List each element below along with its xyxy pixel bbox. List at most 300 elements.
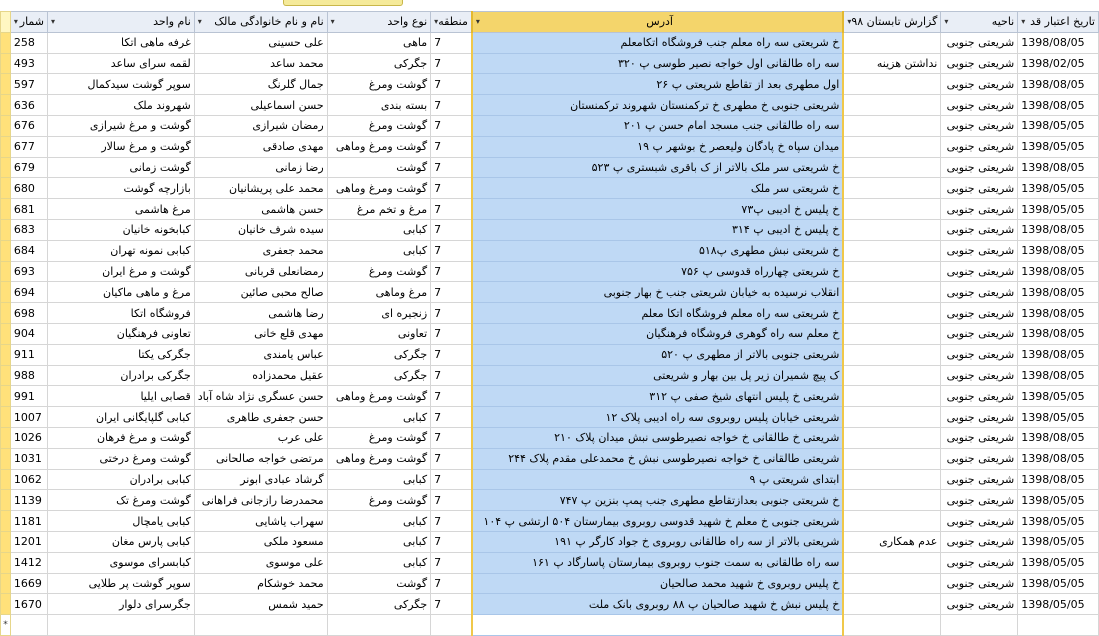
cell-valid-date[interactable]: 1398/08/05: [1018, 240, 1099, 261]
cell-owner[interactable]: مسعود ملکی: [194, 531, 327, 552]
cell-unit-type[interactable]: گوشت: [327, 157, 431, 178]
cell-address[interactable]: شریعتی خ پلیس انتهای شیخ صفی پ ۳۱۲: [472, 386, 843, 407]
new-cell-report[interactable]: [843, 615, 940, 636]
cell-unit-type[interactable]: گوشت ومرغ: [327, 490, 431, 511]
table-row[interactable]: [1, 136, 1099, 157]
cell-region[interactable]: 7: [431, 240, 472, 261]
table-row[interactable]: [1, 365, 1099, 386]
dropdown-arrow-icon[interactable]: ▾: [434, 17, 439, 27]
cell-owner[interactable]: صالح محبی صائین: [194, 282, 327, 303]
new-cell-unit-name[interactable]: [48, 615, 195, 636]
table-row[interactable]: [1, 199, 1099, 220]
cell-unit-type[interactable]: گوشت ومرغ وماهی: [327, 136, 431, 157]
cell-report[interactable]: نداشتن هزینه: [843, 53, 940, 74]
cell-unit-name[interactable]: کبابی گلپایگانی ایران: [48, 407, 195, 428]
cell-unit-name[interactable]: کبابی برادران: [48, 469, 195, 490]
cell-report[interactable]: [843, 74, 940, 95]
new-cell-number[interactable]: [10, 615, 47, 636]
cell-address[interactable]: خ پلیس خ ادیبی پ ۳۱۴: [472, 219, 843, 240]
cell-unit-name[interactable]: گوشت زمانی: [48, 157, 195, 178]
cell-district[interactable]: شریعتی جنوبی: [941, 199, 1018, 220]
cell-region[interactable]: 7: [431, 511, 472, 532]
filter-icon[interactable]: ▾: [1021, 17, 1026, 27]
row-selector[interactable]: [1, 53, 11, 74]
cell-report[interactable]: [843, 511, 940, 532]
cell-owner[interactable]: حسن جعفری طاهری: [194, 407, 327, 428]
cell-valid-date[interactable]: 1398/08/05: [1018, 282, 1099, 303]
cell-region[interactable]: 7: [431, 469, 472, 490]
row-selector[interactable]: [1, 240, 11, 261]
cell-district[interactable]: شریعتی جنوبی: [941, 95, 1018, 116]
cell-unit-type[interactable]: جگرکی: [327, 365, 431, 386]
cell-address[interactable]: سه راه طالقانی به سمت جنوب روبروی بیمارستان پاسارگاد پ ۱۶۱: [472, 552, 843, 573]
cell-address[interactable]: خ پلیس نبش خ شهید صالحیان پ ۸۸ روبروی بانک ملت: [472, 594, 843, 615]
cell-district[interactable]: شریعتی جنوبی: [941, 469, 1018, 490]
cell-number[interactable]: 681: [10, 199, 47, 220]
row-selector[interactable]: [1, 282, 11, 303]
cell-region[interactable]: 7: [431, 490, 472, 511]
cell-owner[interactable]: سهراب یاشایی: [194, 511, 327, 532]
cell-unit-type[interactable]: مرغ و تخم مرغ: [327, 199, 431, 220]
cell-report[interactable]: [843, 469, 940, 490]
cell-district[interactable]: شریعتی جنوبی: [941, 323, 1018, 344]
cell-unit-name[interactable]: مرغ و ماهی ماکیان: [48, 282, 195, 303]
cell-valid-date[interactable]: 1398/05/05: [1018, 594, 1099, 615]
cell-report[interactable]: [843, 344, 940, 365]
cell-report[interactable]: [843, 261, 940, 282]
cell-owner[interactable]: علی موسوی: [194, 552, 327, 573]
cell-report[interactable]: [843, 136, 940, 157]
cell-report[interactable]: [843, 199, 940, 220]
cell-region[interactable]: 7: [431, 323, 472, 344]
row-selector[interactable]: [1, 219, 11, 240]
cell-address[interactable]: خ شریعتی سر ملک بالاتر از ک باقری شبستری پ ۵۲۳: [472, 157, 843, 178]
cell-number[interactable]: 694: [10, 282, 47, 303]
cell-region[interactable]: 7: [431, 573, 472, 594]
cell-valid-date[interactable]: 1398/05/05: [1018, 115, 1099, 136]
row-selector[interactable]: [1, 365, 11, 386]
cell-unit-type[interactable]: گوشت: [327, 573, 431, 594]
table-row[interactable]: [1, 427, 1099, 448]
cell-address[interactable]: خ شریعتی چهارراه قدوسی پ ۷۵۶: [472, 261, 843, 282]
cell-district[interactable]: شریعتی جنوبی: [941, 115, 1018, 136]
new-record-row[interactable]: [1, 615, 1099, 636]
cell-valid-date[interactable]: 1398/05/05: [1018, 552, 1099, 573]
cell-valid-date[interactable]: 1398/05/05: [1018, 511, 1099, 532]
cell-address[interactable]: خ شریعتی نبش مطهری پ۵۱۸: [472, 240, 843, 261]
dropdown-arrow-icon[interactable]: ▾: [197, 17, 202, 27]
table-row[interactable]: [1, 490, 1099, 511]
row-selector[interactable]: [1, 178, 11, 199]
dropdown-arrow-icon[interactable]: ▾: [475, 17, 480, 27]
col-header-number[interactable]: شمار ▾: [10, 12, 47, 33]
table-row[interactable]: [1, 219, 1099, 240]
cell-valid-date[interactable]: 1398/02/05: [1018, 53, 1099, 74]
table-row[interactable]: [1, 282, 1099, 303]
cell-unit-name[interactable]: جگرکی برادران: [48, 365, 195, 386]
table-row[interactable]: [1, 115, 1099, 136]
col-header-unit-name[interactable]: نام واحد ▾: [48, 12, 195, 33]
cell-region[interactable]: 7: [431, 53, 472, 74]
cell-address[interactable]: خ پلیس خ ادیبی پ۷۳: [472, 199, 843, 220]
col-header-region[interactable]: منطقه ▾: [431, 12, 472, 33]
dropdown-arrow-icon[interactable]: ▾: [944, 17, 949, 27]
cell-unit-type[interactable]: گوشت ومرغ: [327, 74, 431, 95]
cell-report[interactable]: عدم همکاری: [843, 531, 940, 552]
cell-unit-type[interactable]: گوشت ومرغ وماهی: [327, 386, 431, 407]
cell-unit-name[interactable]: گوشت ومرغ درختی: [48, 448, 195, 469]
table-row[interactable]: [1, 323, 1099, 344]
cell-number[interactable]: 258: [10, 32, 47, 53]
cell-district[interactable]: شریعتی جنوبی: [941, 157, 1018, 178]
table-row[interactable]: [1, 573, 1099, 594]
cell-owner[interactable]: علی عرب: [194, 427, 327, 448]
cell-unit-type[interactable]: کبابی: [327, 552, 431, 573]
cell-report[interactable]: [843, 95, 940, 116]
table-row[interactable]: [1, 531, 1099, 552]
cell-address[interactable]: ک پیچ شمیران زیر پل بین بهار و شریعتی: [472, 365, 843, 386]
cell-unit-type[interactable]: جگرکی: [327, 594, 431, 615]
cell-unit-name[interactable]: تعاونی فرهنگیان: [48, 323, 195, 344]
cell-valid-date[interactable]: 1398/08/05: [1018, 427, 1099, 448]
col-header-owner[interactable]: نام و نام خانوادگی مالک ▾: [194, 12, 327, 33]
new-cell-address[interactable]: [472, 615, 843, 636]
row-selector[interactable]: [1, 199, 11, 220]
table-row[interactable]: [1, 469, 1099, 490]
cell-unit-name[interactable]: کبابی پارس مغان: [48, 531, 195, 552]
cell-number[interactable]: 680: [10, 178, 47, 199]
cell-district[interactable]: شریعتی جنوبی: [941, 531, 1018, 552]
cell-number[interactable]: 1026: [10, 427, 47, 448]
row-selector[interactable]: [1, 74, 11, 95]
cell-valid-date[interactable]: 1398/05/05: [1018, 490, 1099, 511]
cell-unit-name[interactable]: کبابسرای موسوی: [48, 552, 195, 573]
cell-unit-name[interactable]: جگرکی یکتا: [48, 344, 195, 365]
cell-report[interactable]: [843, 157, 940, 178]
cell-owner[interactable]: جمال گلرنگ: [194, 74, 327, 95]
cell-unit-name[interactable]: گوشت و مرغ فرهان: [48, 427, 195, 448]
cell-valid-date[interactable]: 1398/08/05: [1018, 74, 1099, 95]
row-selector[interactable]: [1, 136, 11, 157]
cell-unit-name[interactable]: گوشت ومرغ تک: [48, 490, 195, 511]
cell-address[interactable]: سه راه طالقانی جنب مسجد امام حسن پ ۲۰۱: [472, 115, 843, 136]
cell-unit-name[interactable]: مرغ هاشمی: [48, 199, 195, 220]
cell-district[interactable]: شریعتی جنوبی: [941, 240, 1018, 261]
cell-owner[interactable]: حمید شمس: [194, 594, 327, 615]
cell-report[interactable]: [843, 240, 940, 261]
cell-number[interactable]: 1201: [10, 531, 47, 552]
cell-district[interactable]: شریعتی جنوبی: [941, 448, 1018, 469]
cell-owner[interactable]: محمدرضا رازجانی فراهانی: [194, 490, 327, 511]
cell-address[interactable]: خ شریعتی سر ملک: [472, 178, 843, 199]
cell-district[interactable]: شریعتی جنوبی: [941, 74, 1018, 95]
table-row[interactable]: [1, 511, 1099, 532]
cell-valid-date[interactable]: 1398/08/05: [1018, 32, 1099, 53]
cell-report[interactable]: [843, 178, 940, 199]
cell-region[interactable]: 7: [431, 386, 472, 407]
cell-unit-name[interactable]: جگرسرای دلوار: [48, 594, 195, 615]
row-selector[interactable]: [1, 386, 11, 407]
row-selector[interactable]: [1, 594, 11, 615]
cell-unit-type[interactable]: گوشت ومرغ: [327, 427, 431, 448]
cell-number[interactable]: 1031: [10, 448, 47, 469]
cell-address[interactable]: خ معلم سه راه گوهری فروشگاه فرهنگیان: [472, 323, 843, 344]
row-selector[interactable]: [1, 552, 11, 573]
new-cell-valid-date[interactable]: [1018, 615, 1099, 636]
cell-region[interactable]: 7: [431, 32, 472, 53]
cell-report[interactable]: [843, 427, 940, 448]
cell-number[interactable]: 1139: [10, 490, 47, 511]
cell-district[interactable]: شریعتی جنوبی: [941, 136, 1018, 157]
cell-unit-name[interactable]: گوشت و مرغ شیرازی: [48, 115, 195, 136]
cell-report[interactable]: [843, 386, 940, 407]
cell-unit-name[interactable]: سوپر گوشت پر طلایی: [48, 573, 195, 594]
cell-address[interactable]: ابتدای شریعتی پ ۹: [472, 469, 843, 490]
cell-district[interactable]: شریعتی جنوبی: [941, 511, 1018, 532]
cell-unit-type[interactable]: ماهی: [327, 32, 431, 53]
sort-arrow-icon[interactable]: ▾: [13, 17, 18, 27]
table-row[interactable]: [1, 448, 1099, 469]
cell-valid-date[interactable]: 1398/05/05: [1018, 407, 1099, 428]
cell-number[interactable]: 988: [10, 365, 47, 386]
cell-owner[interactable]: عقیل محمدزاده: [194, 365, 327, 386]
cell-owner[interactable]: محمد علی پریشانیان: [194, 178, 327, 199]
cell-owner[interactable]: عباس یامندی: [194, 344, 327, 365]
dropdown-arrow-icon[interactable]: ▾: [330, 17, 335, 27]
cell-region[interactable]: 7: [431, 178, 472, 199]
cell-report[interactable]: [843, 219, 940, 240]
cell-report[interactable]: [843, 594, 940, 615]
cell-owner[interactable]: علی حسینی: [194, 32, 327, 53]
cell-region[interactable]: 7: [431, 157, 472, 178]
cell-unit-type[interactable]: بسته بندی: [327, 95, 431, 116]
cell-report[interactable]: [843, 115, 940, 136]
cell-valid-date[interactable]: 1398/08/05: [1018, 344, 1099, 365]
table-row[interactable]: [1, 261, 1099, 282]
cell-unit-name[interactable]: گوشت و مرغ سالار: [48, 136, 195, 157]
cell-report[interactable]: [843, 407, 940, 428]
cell-number[interactable]: 1181: [10, 511, 47, 532]
cell-owner[interactable]: محمد جعفری: [194, 240, 327, 261]
cell-number[interactable]: 1062: [10, 469, 47, 490]
cell-number[interactable]: 911: [10, 344, 47, 365]
cell-region[interactable]: 7: [431, 448, 472, 469]
row-selector[interactable]: [1, 573, 11, 594]
cell-owner[interactable]: رضا هاشمی: [194, 303, 327, 324]
cell-owner[interactable]: محمد خوشکام: [194, 573, 327, 594]
cell-district[interactable]: شریعتی جنوبی: [941, 594, 1018, 615]
row-selector[interactable]: [1, 448, 11, 469]
row-selector[interactable]: [1, 344, 11, 365]
cell-region[interactable]: 7: [431, 552, 472, 573]
cell-owner[interactable]: حسن عسگری نژاد شاه آباد: [194, 386, 327, 407]
cell-unit-name[interactable]: بازارچه گوشت: [48, 178, 195, 199]
cell-owner[interactable]: گرشاد عبادی ابونر: [194, 469, 327, 490]
cell-unit-type[interactable]: کبابی: [327, 511, 431, 532]
cell-owner[interactable]: رمضان شیرازی: [194, 115, 327, 136]
cell-unit-name[interactable]: فروشگاه اتکا: [48, 303, 195, 324]
cell-address[interactable]: شریعتی طالقانی خ خواجه نصیرطوسی نبش خ محمدعلی مقدم پلاک ۲۴۴: [472, 448, 843, 469]
new-record-marker[interactable]: *: [1, 615, 11, 636]
cell-region[interactable]: 7: [431, 344, 472, 365]
cell-unit-type[interactable]: کبابی: [327, 531, 431, 552]
cell-owner[interactable]: حسن اسماعیلی: [194, 95, 327, 116]
table-row[interactable]: [1, 407, 1099, 428]
cell-district[interactable]: شریعتی جنوبی: [941, 365, 1018, 386]
cell-district[interactable]: شریعتی جنوبی: [941, 53, 1018, 74]
cell-district[interactable]: شریعتی جنوبی: [941, 32, 1018, 53]
table-row[interactable]: [1, 157, 1099, 178]
cell-valid-date[interactable]: 1398/08/05: [1018, 219, 1099, 240]
cell-valid-date[interactable]: 1398/08/05: [1018, 157, 1099, 178]
cell-unit-type[interactable]: زنجیره ای: [327, 303, 431, 324]
cell-region[interactable]: 7: [431, 95, 472, 116]
cell-valid-date[interactable]: 1398/05/05: [1018, 573, 1099, 594]
cell-district[interactable]: شریعتی جنوبی: [941, 386, 1018, 407]
cell-number[interactable]: 493: [10, 53, 47, 74]
cell-unit-type[interactable]: گوشت ومرغ وماهی: [327, 448, 431, 469]
row-selector[interactable]: [1, 490, 11, 511]
cell-district[interactable]: شریعتی جنوبی: [941, 407, 1018, 428]
cell-region[interactable]: 7: [431, 427, 472, 448]
cell-number[interactable]: 1669: [10, 573, 47, 594]
new-cell-unit-type[interactable]: [327, 615, 431, 636]
cell-number[interactable]: 677: [10, 136, 47, 157]
cell-number[interactable]: 684: [10, 240, 47, 261]
cell-valid-date[interactable]: 1398/08/05: [1018, 95, 1099, 116]
cell-region[interactable]: 7: [431, 199, 472, 220]
col-header-report[interactable]: گزارش تابستان ۹۸ ▾: [843, 12, 940, 33]
cell-address[interactable]: اول مطهری بعد از تقاطع شریعتی پ ۲۶: [472, 74, 843, 95]
cell-unit-type[interactable]: کبابی: [327, 240, 431, 261]
cell-region[interactable]: 7: [431, 74, 472, 95]
cell-owner[interactable]: حسن هاشمی: [194, 199, 327, 220]
cell-valid-date[interactable]: 1398/05/05: [1018, 199, 1099, 220]
cell-unit-type[interactable]: جگرکی: [327, 344, 431, 365]
col-header-address[interactable]: آدرس ▾: [472, 12, 843, 33]
cell-valid-date[interactable]: 1398/08/05: [1018, 323, 1099, 344]
cell-address[interactable]: شریعتی جنوبی خ مطهری خ ترکمنستان شهروند ترکمنستان: [472, 95, 843, 116]
cell-report[interactable]: [843, 552, 940, 573]
cell-number[interactable]: 679: [10, 157, 47, 178]
table-row[interactable]: [1, 552, 1099, 573]
cell-address[interactable]: شریعتی خ طالقانی خ خواجه نصیرطوسی نبش میدان پلاک ۲۱۰: [472, 427, 843, 448]
cell-district[interactable]: شریعتی جنوبی: [941, 261, 1018, 282]
cell-address[interactable]: خ شریعتی سه راه معلم فروشگاه اتکا معلم: [472, 303, 843, 324]
cell-district[interactable]: شریعتی جنوبی: [941, 573, 1018, 594]
cell-address[interactable]: سه راه طالقانی اول خواجه نصیر طوسی پ ۳۲۰: [472, 53, 843, 74]
cell-address[interactable]: میدان سپاه خ پادگان ولیعصر خ بوشهر پ ۱۹: [472, 136, 843, 157]
cell-unit-name[interactable]: گوشت و مرغ ایران: [48, 261, 195, 282]
cell-district[interactable]: شریعتی جنوبی: [941, 178, 1018, 199]
cell-report[interactable]: [843, 490, 940, 511]
cell-number[interactable]: 597: [10, 74, 47, 95]
cell-region[interactable]: 7: [431, 594, 472, 615]
ribbon-button[interactable]: [283, 0, 403, 6]
cell-number[interactable]: 904: [10, 323, 47, 344]
row-selector[interactable]: [1, 469, 11, 490]
row-selector[interactable]: [1, 261, 11, 282]
cell-unit-type[interactable]: جگرکی: [327, 53, 431, 74]
cell-address[interactable]: خ شریعتی سه راه معلم جنب فروشگاه اتکامعلم: [472, 32, 843, 53]
cell-number[interactable]: 698: [10, 303, 47, 324]
table-row[interactable]: [1, 240, 1099, 261]
cell-district[interactable]: شریعتی جنوبی: [941, 303, 1018, 324]
cell-region[interactable]: 7: [431, 365, 472, 386]
cell-number[interactable]: 676: [10, 115, 47, 136]
cell-address[interactable]: شریعتی بالاتر از سه راه طالقانی روبروی خ جواد کارگر پ ۱۹۱: [472, 531, 843, 552]
cell-unit-name[interactable]: قصابی ایلیا: [48, 386, 195, 407]
table-row[interactable]: [1, 386, 1099, 407]
cell-unit-type[interactable]: مرغ وماهی: [327, 282, 431, 303]
cell-unit-type[interactable]: کبابی: [327, 469, 431, 490]
table-row[interactable]: [1, 32, 1099, 53]
new-cell-region[interactable]: [431, 615, 472, 636]
row-selector[interactable]: [1, 511, 11, 532]
cell-address[interactable]: خ شریعتی جنوبی بعدازتقاطع مطهری جنب پمپ بنزین پ ۷۴۷: [472, 490, 843, 511]
select-all-corner[interactable]: [1, 12, 11, 33]
cell-valid-date[interactable]: 1398/05/05: [1018, 386, 1099, 407]
cell-valid-date[interactable]: 1398/08/05: [1018, 448, 1099, 469]
cell-number[interactable]: 683: [10, 219, 47, 240]
row-selector[interactable]: [1, 323, 11, 344]
cell-address[interactable]: خ پلیس روبروی خ شهید محمد صالحیان: [472, 573, 843, 594]
col-header-district[interactable]: ناحیه ▾: [941, 12, 1018, 33]
cell-unit-type[interactable]: کبابی: [327, 407, 431, 428]
cell-district[interactable]: شریعتی جنوبی: [941, 219, 1018, 240]
col-header-valid-date[interactable]: تاریخ اعتبار قد ▾: [1018, 12, 1099, 33]
cell-unit-type[interactable]: گوشت ومرغ: [327, 261, 431, 282]
cell-district[interactable]: شریعتی جنوبی: [941, 490, 1018, 511]
cell-unit-type[interactable]: گوشت ومرغ: [327, 115, 431, 136]
cell-report[interactable]: [843, 573, 940, 594]
cell-number[interactable]: 991: [10, 386, 47, 407]
cell-region[interactable]: 7: [431, 219, 472, 240]
cell-unit-name[interactable]: کبابخونه خانیان: [48, 219, 195, 240]
table-row[interactable]: [1, 594, 1099, 615]
cell-report[interactable]: [843, 323, 940, 344]
cell-unit-name[interactable]: لقمه سرای ساعد: [48, 53, 195, 74]
table-row[interactable]: [1, 178, 1099, 199]
cell-unit-type[interactable]: کبابی: [327, 219, 431, 240]
cell-valid-date[interactable]: 1398/08/05: [1018, 365, 1099, 386]
table-row[interactable]: [1, 74, 1099, 95]
cell-valid-date[interactable]: 1398/05/05: [1018, 178, 1099, 199]
cell-address[interactable]: شریعتی جنوبی خ معلم خ شهید قدوسی روبروی بیمارستان ۵۰۴ ارتشی پ ۱۰۴: [472, 511, 843, 532]
cell-unit-name[interactable]: غرفه ماهی اتکا: [48, 32, 195, 53]
cell-valid-date[interactable]: 1398/08/05: [1018, 469, 1099, 490]
cell-unit-name[interactable]: کبابی نمونه تهران: [48, 240, 195, 261]
cell-address[interactable]: انقلاب نرسیده به خیابان شریعتی جنب خ بهار جنوبی: [472, 282, 843, 303]
cell-region[interactable]: 7: [431, 531, 472, 552]
cell-region[interactable]: 7: [431, 407, 472, 428]
cell-unit-type[interactable]: تعاونی: [327, 323, 431, 344]
cell-unit-type[interactable]: گوشت ومرغ وماهی: [327, 178, 431, 199]
row-selector[interactable]: [1, 427, 11, 448]
cell-number[interactable]: 1670: [10, 594, 47, 615]
cell-unit-name[interactable]: کبابی یامچال: [48, 511, 195, 532]
cell-region[interactable]: 7: [431, 303, 472, 324]
cell-region[interactable]: 7: [431, 136, 472, 157]
row-selector[interactable]: [1, 32, 11, 53]
new-cell-district[interactable]: [941, 615, 1018, 636]
dropdown-arrow-icon[interactable]: ▾: [51, 17, 56, 27]
cell-report[interactable]: [843, 282, 940, 303]
cell-number[interactable]: 636: [10, 95, 47, 116]
cell-district[interactable]: شریعتی جنوبی: [941, 344, 1018, 365]
row-selector[interactable]: [1, 531, 11, 552]
cell-district[interactable]: شریعتی جنوبی: [941, 282, 1018, 303]
